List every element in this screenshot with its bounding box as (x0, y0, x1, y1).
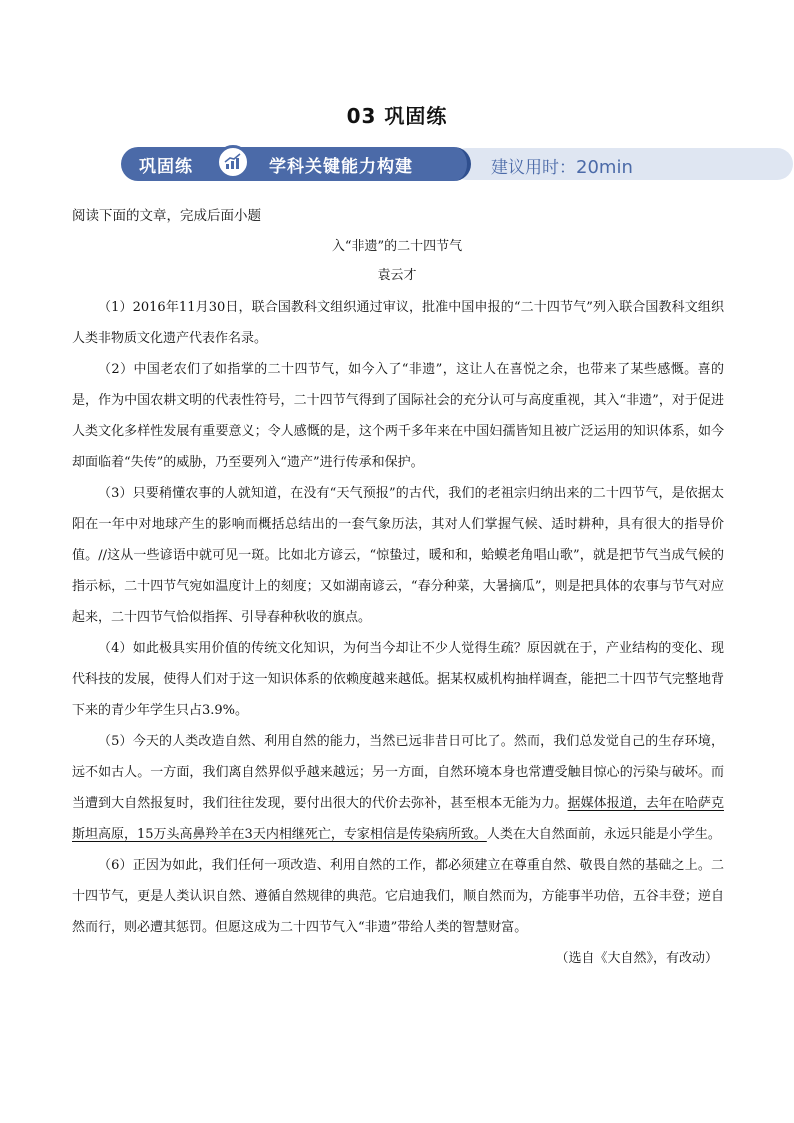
instruction-text: 阅读下面的文章，完成后面小题 (72, 208, 261, 224)
paragraph-3: （3）只要稍懂农事的人就知道，在没有“天气预报”的古代，我们的老祖宗归纳出来的二十四节气，是依据太阳在一年中对地球产生的影响而概括总结出的一套气象历法，其对人们掌握气候、适时耕种，具有很大的指导价值。//这从一些谚语中就可见一斑。比如北方谚云，“惊蛰过，暖和和，蛤蟆老角唱山歌”，就是把节气当成气候的指示标，二十四节气宛如温度计上的刻度；又如湖南谚云，“春分种菜，大暑摘瓜”，则是把具体的农事与节气对应起来，二十四节气恰似指挥、引导春种秋收的旗点。 (72, 486, 724, 625)
paragraph-5 (72, 726, 724, 850)
time-label: 建议用时： (491, 158, 576, 178)
article-title: 入“非遗”的二十四节气 (331, 239, 463, 254)
banner-tag: 巩固练 (139, 157, 193, 177)
banner-time (491, 153, 633, 178)
article-author: 袁云才 (377, 268, 417, 283)
chart-growth-icon (216, 145, 250, 179)
source-note: （选自《大自然》，有改动） (555, 951, 718, 966)
paragraph-6: （6）正因为如此，我们任何一项改造、利用自然的工作，都必须建立在尊重自然、敬畏自然的基础之上。二十四节气，更是人类认识自然、遵循自然规律的典范。它启迪我们，顺自然而为，方能事半功倍，五谷丰登；逆自然而行，则必遭其惩罚。但愿这成为二十四节气入“非遗”带给人类的智慧财富。 (72, 858, 724, 935)
section-banner (121, 147, 673, 181)
paragraph-1: （1）2016年11月30日，联合国教科文组织通过审议，批准中国申报的“二十四节气”列入联合国教科文组织人类非物质文化遗产代表作名录。 (72, 300, 724, 346)
paragraph-2: （2）中国老农们了如指掌的二十四节气，如今入了“非遗”，这让人在喜悦之余，也带来了某些感慨。喜的是，作为中国农耕文明的代表性符号，二十四节气得到了国际社会的充分认可与高度重视，其入“非遗”，对于促进人类文化多样性发展有重要意义；令人感慨的是，这个两千多年来在中国妇孺皆知且被广泛运用的知识体系，如今却面临着“失传”的威胁，乃至要列入“遗产”进行传承和保护。 (72, 362, 724, 470)
paragraph-5-text: （5）今天的人类改造自然、利用自然的能力，当然已远非昔日可比了。然而，我们总发觉自己的生存环境，远不如古人。一方面，我们离自然界似乎越来越远；另一方面，自然环境本身也常遭受触目惊心的污染与破坏。而当遭到大自然报复时，我们往往发现，要付出很大的代价去弥补，甚至根本无能为力。 (72, 734, 724, 811)
article-body (72, 292, 724, 974)
paragraph-5-ending: 人类在大自然面前，永远只能是小学生。 (486, 827, 721, 842)
paragraph-4: （4）如此极具实用价值的传统文化知识，为何当今却让不少人觉得生疏？原因就在于，产业结构的变化、现代科技的发展，使得人们对于这一知识体系的依赖度越来越低。据某权威机构抽样调查，能把二十四节气完整地背下来的青少年学生只占3.9%。 (72, 641, 724, 718)
underlined-sentence: 据媒体报道，去年在哈萨克斯坦高原，15万头高鼻羚羊在3天内相继死亡，专家相信是传染病所致。 (72, 796, 724, 842)
time-value: 20min (576, 157, 633, 178)
page-title: 03 巩固练 (346, 104, 448, 128)
banner-subject: 学科关键能力构建 (269, 157, 413, 177)
